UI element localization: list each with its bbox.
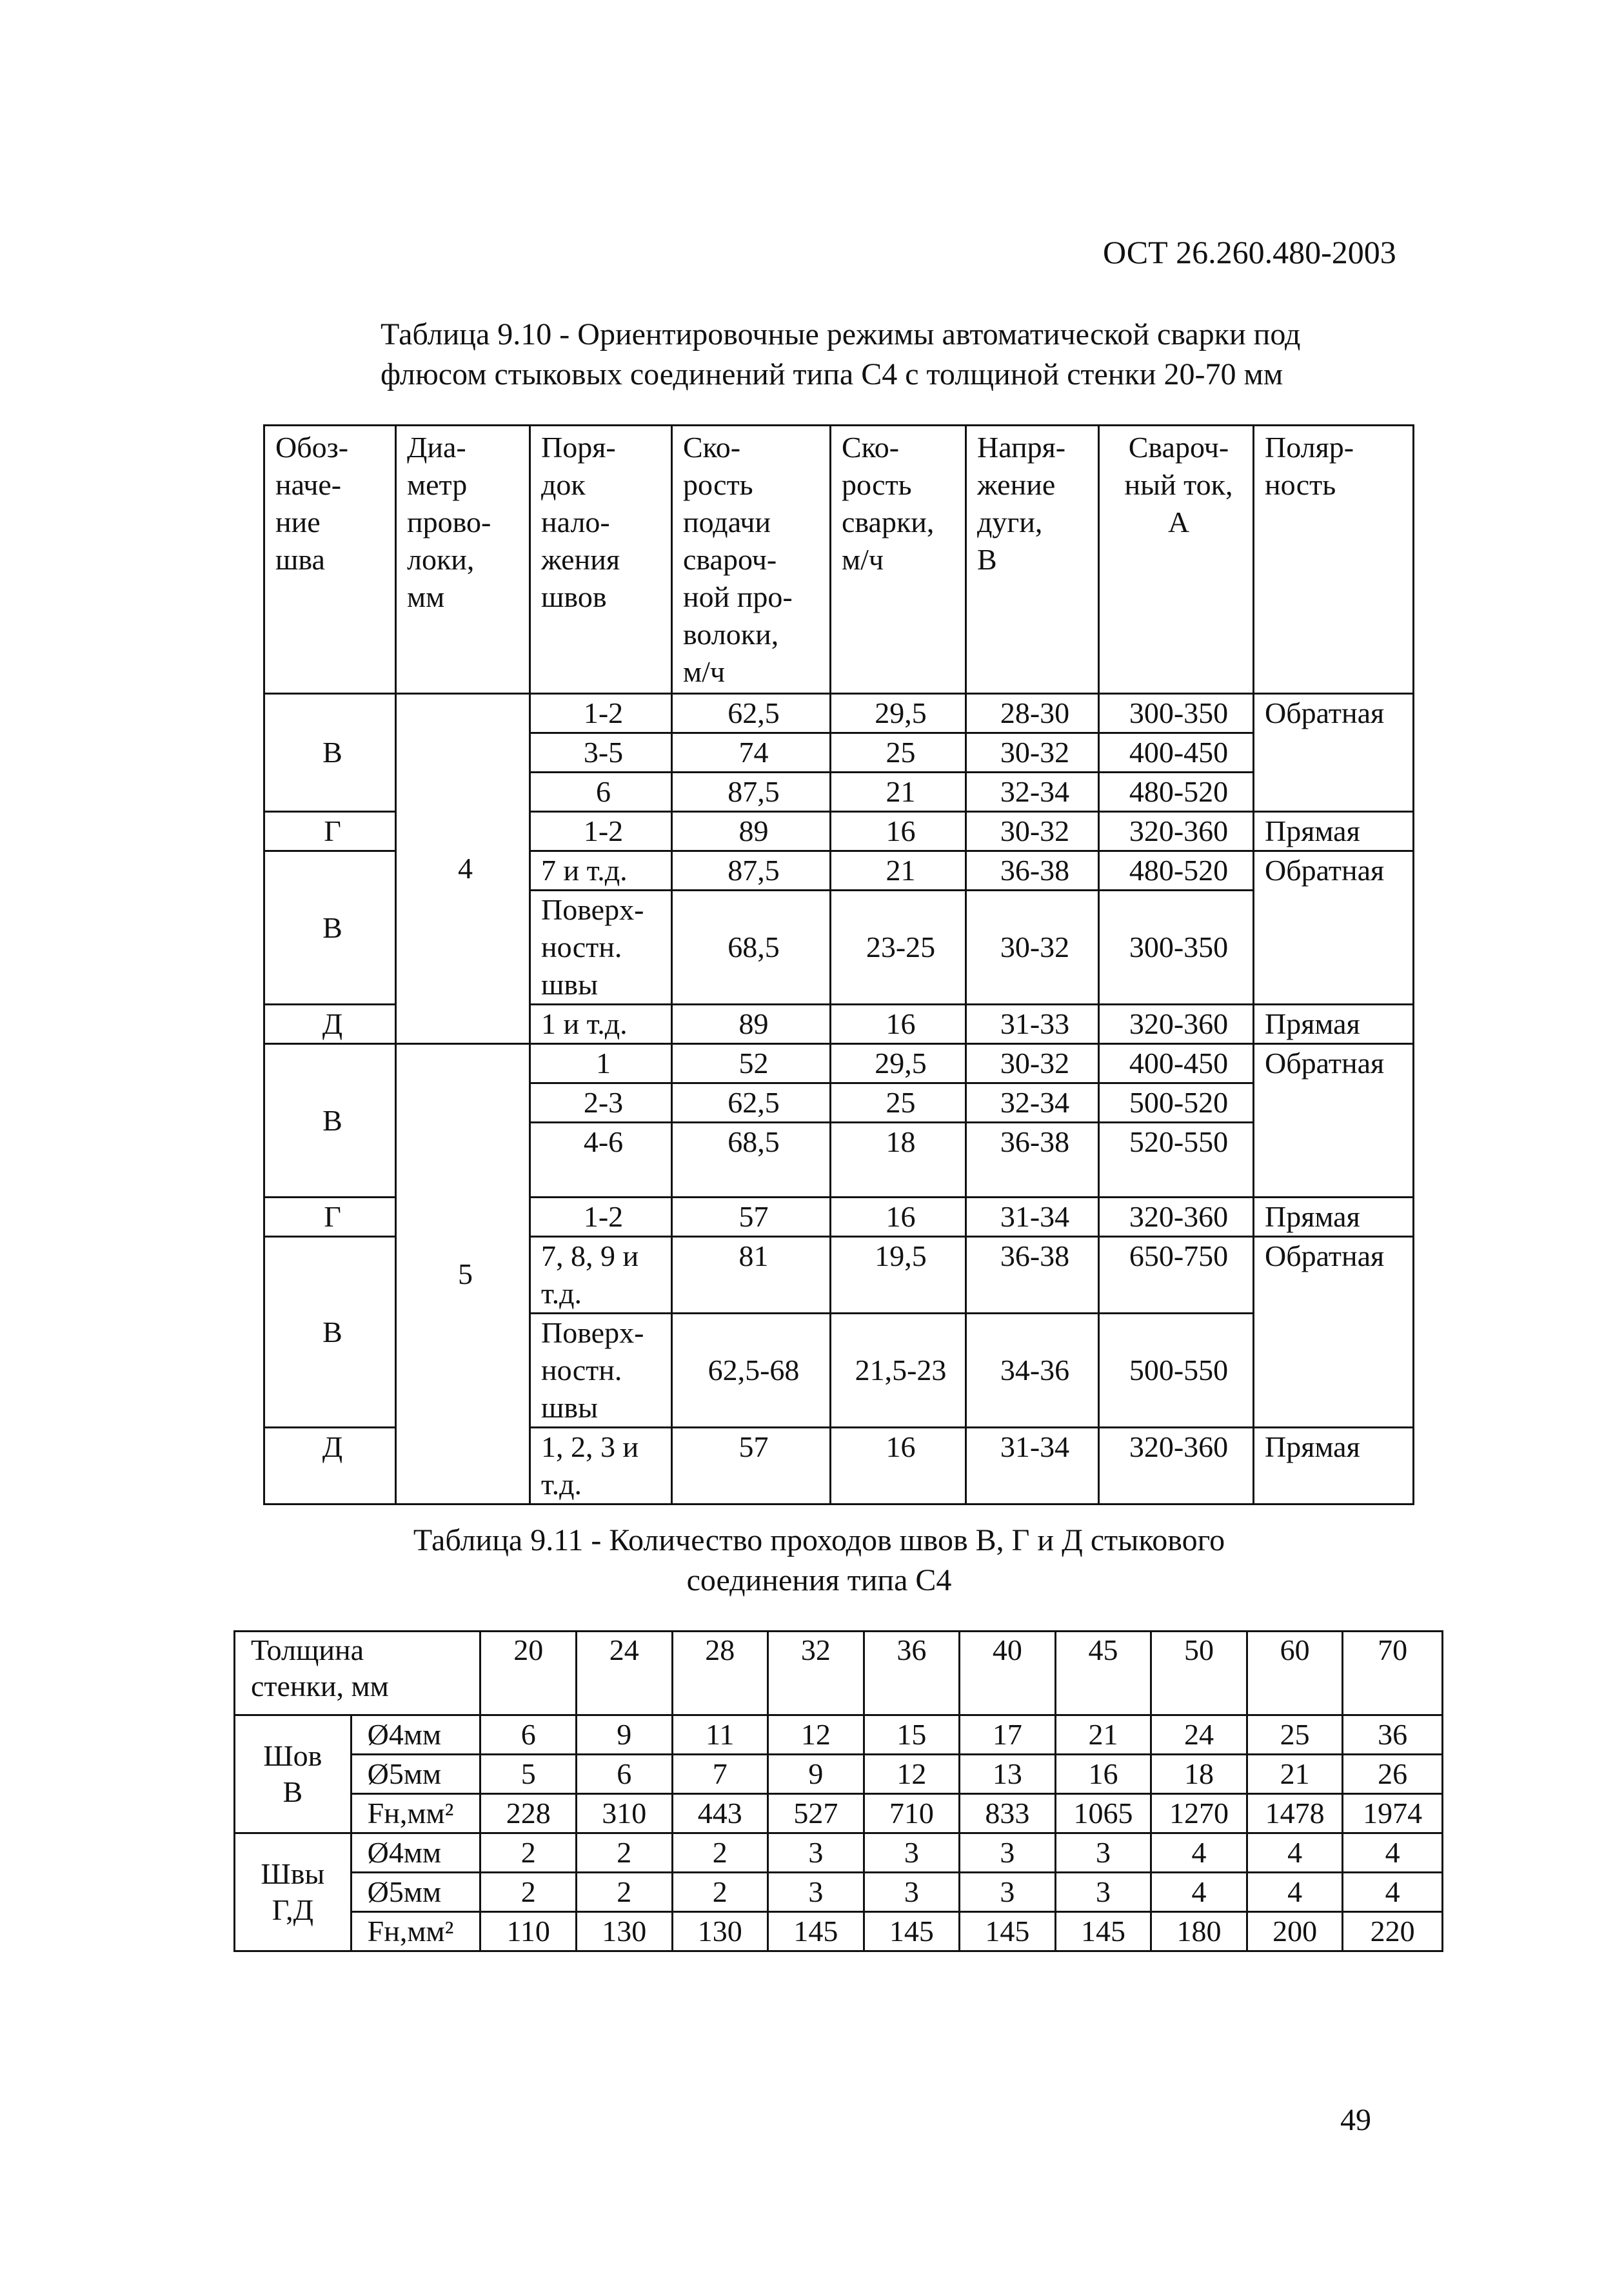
page-number: 49 <box>1340 2103 1371 2137</box>
value-cell: 3 <box>960 1873 1056 1912</box>
feed-cell: 57 <box>672 1198 831 1237</box>
voltage-cell: 31-33 <box>966 1005 1099 1044</box>
group-label-gd: Швы Г,Д <box>235 1833 352 1951</box>
polarity-cell: Обратная <box>1254 851 1414 1005</box>
value-cell: 7 <box>672 1755 768 1794</box>
designation-cell: В <box>264 1237 396 1428</box>
voltage-cell: 28-30 <box>966 694 1099 733</box>
feed-cell: 89 <box>672 1005 831 1044</box>
current-cell: 520-550 <box>1099 1123 1254 1198</box>
value-cell: 12 <box>864 1755 960 1794</box>
current-cell: 320-360 <box>1099 812 1254 851</box>
value-cell: 1478 <box>1247 1794 1343 1833</box>
feed-cell: 81 <box>672 1237 831 1314</box>
row-label: Ø5мм <box>351 1873 480 1912</box>
value-cell: 4 <box>1343 1873 1443 1912</box>
voltage-cell: 36-38 <box>966 851 1099 891</box>
thickness-cell: 70 <box>1343 1632 1443 1715</box>
diameter-cell: 5 <box>396 1044 530 1505</box>
value-cell: 4 <box>1151 1873 1247 1912</box>
current-cell: 300-350 <box>1099 891 1254 1005</box>
feed-cell: 62,5 <box>672 694 831 733</box>
thickness-cell: 50 <box>1151 1632 1247 1715</box>
value-cell: 17 <box>960 1715 1056 1755</box>
value-cell: 527 <box>768 1794 864 1833</box>
order-cell: 1-2 <box>530 812 672 851</box>
speed-cell: 18 <box>831 1123 966 1198</box>
header-weld-speed: Ско- рость сварки, м/ч <box>831 426 966 694</box>
value-cell: 3 <box>1055 1873 1151 1912</box>
voltage-cell: 32-34 <box>966 1083 1099 1123</box>
polarity-cell: Обратная <box>1254 694 1414 812</box>
value-cell: 12 <box>768 1715 864 1755</box>
thickness-cell: 45 <box>1055 1632 1151 1715</box>
order-cell: 2-3 <box>530 1083 672 1123</box>
speed-cell: 23-25 <box>831 891 966 1005</box>
current-cell: 300-350 <box>1099 694 1254 733</box>
table2-header-row <box>235 1632 1443 1715</box>
designation-cell: Д <box>264 1005 396 1044</box>
value-cell: 4 <box>1151 1833 1247 1873</box>
feed-cell: 87,5 <box>672 773 831 812</box>
value-cell: 2 <box>672 1833 768 1873</box>
designation-cell: В <box>264 694 396 812</box>
current-cell: 400-450 <box>1099 1044 1254 1083</box>
order-cell: Поверх- ностн. швы <box>530 1314 672 1428</box>
current-cell: 320-360 <box>1099 1005 1254 1044</box>
order-cell: 1, 2, 3 и т.д. <box>530 1428 672 1505</box>
order-cell: 1-2 <box>530 1198 672 1237</box>
welding-modes-table <box>263 424 1414 1505</box>
order-cell: 7 и т.д. <box>530 851 672 891</box>
value-cell: 145 <box>1055 1912 1151 1951</box>
value-cell: 9 <box>576 1715 672 1755</box>
table-row <box>264 694 1414 733</box>
value-cell: 18 <box>1151 1755 1247 1794</box>
table-row <box>235 1873 1443 1912</box>
feed-cell: 68,5 <box>672 1123 831 1198</box>
value-cell: 145 <box>960 1912 1056 1951</box>
voltage-cell: 32-34 <box>966 773 1099 812</box>
value-cell: 3 <box>960 1833 1056 1873</box>
value-cell: 1065 <box>1055 1794 1151 1833</box>
table1-caption-line1: Таблица 9.10 - Ориентировочные режимы автоматической сварки под <box>381 317 1301 351</box>
value-cell: 6 <box>576 1755 672 1794</box>
value-cell: 1974 <box>1343 1794 1443 1833</box>
feed-cell: 62,5-68 <box>672 1314 831 1428</box>
table2-caption-line2: соединения типа С4 <box>686 1563 952 1597</box>
table2-body <box>235 1715 1443 1951</box>
designation-cell: Г <box>264 1198 396 1237</box>
designation-cell: В <box>264 1044 396 1198</box>
document-code: ОСТ 26.260.480-2003 <box>1103 234 1396 270</box>
feed-cell: 52 <box>672 1044 831 1083</box>
value-cell: 3 <box>768 1873 864 1912</box>
order-cell: 1-2 <box>530 694 672 733</box>
designation-cell: В <box>264 851 396 1005</box>
order-cell: 1 и т.д. <box>530 1005 672 1044</box>
speed-cell: 16 <box>831 1198 966 1237</box>
polarity-cell: Обратная <box>1254 1044 1414 1198</box>
voltage-cell: 34-36 <box>966 1314 1099 1428</box>
speed-cell: 19,5 <box>831 1237 966 1314</box>
value-cell: 36 <box>1343 1715 1443 1755</box>
polarity-cell: Прямая <box>1254 1005 1414 1044</box>
speed-cell: 21,5-23 <box>831 1314 966 1428</box>
value-cell: 130 <box>672 1912 768 1951</box>
table1-caption-line2: флюсом стыковых соединений типа С4 с толщиной стенки 20-70 мм <box>381 357 1283 391</box>
speed-cell: 16 <box>831 1428 966 1505</box>
thickness-cell: 32 <box>768 1632 864 1715</box>
value-cell: 3 <box>864 1873 960 1912</box>
feed-cell: 74 <box>672 733 831 773</box>
value-cell: 200 <box>1247 1912 1343 1951</box>
feed-cell: 57 <box>672 1428 831 1505</box>
current-cell: 480-520 <box>1099 773 1254 812</box>
value-cell: 21 <box>1055 1715 1151 1755</box>
voltage-cell: 36-38 <box>966 1123 1099 1198</box>
current-cell: 650-750 <box>1099 1237 1254 1314</box>
voltage-cell: 31-34 <box>966 1198 1099 1237</box>
value-cell: 180 <box>1151 1912 1247 1951</box>
value-cell: 21 <box>1247 1755 1343 1794</box>
thickness-label: Толщина стенки, мм <box>235 1632 480 1715</box>
voltage-cell: 31-34 <box>966 1428 1099 1505</box>
value-cell: 6 <box>480 1715 577 1755</box>
value-cell: 228 <box>480 1794 577 1833</box>
value-cell: 2 <box>480 1873 577 1912</box>
designation-cell: Г <box>264 812 396 851</box>
speed-cell: 21 <box>831 773 966 812</box>
header-diameter: Диа- метр прово- локи, мм <box>396 426 530 694</box>
value-cell: 4 <box>1343 1833 1443 1873</box>
value-cell: 4 <box>1247 1873 1343 1912</box>
table-row <box>235 1833 1443 1873</box>
header-feed-speed: Ско- рость подачи свароч- ной про- волоки, м/ч <box>672 426 831 694</box>
value-cell: 1270 <box>1151 1794 1247 1833</box>
header-polarity: Поляр- ность <box>1254 426 1414 694</box>
current-cell: 320-360 <box>1099 1198 1254 1237</box>
voltage-cell: 30-32 <box>966 891 1099 1005</box>
value-cell: 2 <box>576 1873 672 1912</box>
designation-cell: Д <box>264 1428 396 1505</box>
current-cell: 500-550 <box>1099 1314 1254 1428</box>
current-cell: 480-520 <box>1099 851 1254 891</box>
current-cell: 500-520 <box>1099 1083 1254 1123</box>
value-cell: 145 <box>768 1912 864 1951</box>
feed-cell: 62,5 <box>672 1083 831 1123</box>
value-cell: 130 <box>576 1912 672 1951</box>
polarity-cell: Прямая <box>1254 812 1414 851</box>
speed-cell: 21 <box>831 851 966 891</box>
voltage-cell: 30-32 <box>966 733 1099 773</box>
table-row <box>235 1755 1443 1794</box>
value-cell: 443 <box>672 1794 768 1833</box>
table-row <box>264 1044 1414 1083</box>
value-cell: 16 <box>1055 1755 1151 1794</box>
value-cell: 310 <box>576 1794 672 1833</box>
row-label: Ø4мм <box>351 1833 480 1873</box>
value-cell: 833 <box>960 1794 1056 1833</box>
voltage-cell: 30-32 <box>966 812 1099 851</box>
value-cell: 220 <box>1343 1912 1443 1951</box>
value-cell: 25 <box>1247 1715 1343 1755</box>
thickness-cell: 20 <box>480 1632 577 1715</box>
header-order: Поря- док нало- жения швов <box>530 426 672 694</box>
speed-cell: 25 <box>831 733 966 773</box>
order-cell: 4-6 <box>530 1123 672 1198</box>
thickness-cell: 36 <box>864 1632 960 1715</box>
row-label: Ø4мм <box>351 1715 480 1755</box>
value-cell: 26 <box>1343 1755 1443 1794</box>
table2-caption-line1: Таблица 9.11 - Количество проходов швов В, Г и Д стыкового <box>413 1523 1225 1557</box>
order-cell: 7, 8, 9 и т.д. <box>530 1237 672 1314</box>
thickness-cell: 24 <box>576 1632 672 1715</box>
diameter-cell: 4 <box>396 694 530 1044</box>
speed-cell: 29,5 <box>831 1044 966 1083</box>
value-cell: 15 <box>864 1715 960 1755</box>
table-row <box>235 1912 1443 1951</box>
order-cell: 3-5 <box>530 733 672 773</box>
speed-cell: 25 <box>831 1083 966 1123</box>
header-designation: Обоз- наче- ние шва <box>264 426 396 694</box>
value-cell: 2 <box>480 1833 577 1873</box>
row-label: Fн,мм² <box>351 1912 480 1951</box>
table2-caption <box>368 1521 1271 1601</box>
feed-cell: 89 <box>672 812 831 851</box>
table1-header-row <box>264 426 1414 694</box>
feed-cell: 87,5 <box>672 851 831 891</box>
value-cell: 710 <box>864 1794 960 1833</box>
speed-cell: 16 <box>831 1005 966 1044</box>
polarity-cell: Обратная <box>1254 1237 1414 1428</box>
polarity-cell: Прямая <box>1254 1198 1414 1237</box>
current-cell: 320-360 <box>1099 1428 1254 1505</box>
thickness-cell: 28 <box>672 1632 768 1715</box>
header-voltage: Напря- жение дуги, В <box>966 426 1099 694</box>
passes-count-table <box>233 1630 1443 1952</box>
table1-caption <box>381 315 1374 395</box>
current-cell: 400-450 <box>1099 733 1254 773</box>
value-cell: 24 <box>1151 1715 1247 1755</box>
feed-cell: 68,5 <box>672 891 831 1005</box>
speed-cell: 29,5 <box>831 694 966 733</box>
speed-cell: 16 <box>831 812 966 851</box>
order-cell: 1 <box>530 1044 672 1083</box>
order-cell: Поверх- ностн. швы <box>530 891 672 1005</box>
value-cell: 3 <box>864 1833 960 1873</box>
voltage-cell: 30-32 <box>966 1044 1099 1083</box>
value-cell: 9 <box>768 1755 864 1794</box>
table-row <box>235 1715 1443 1755</box>
value-cell: 3 <box>768 1833 864 1873</box>
value-cell: 11 <box>672 1715 768 1755</box>
value-cell: 110 <box>480 1912 577 1951</box>
group-label-b: Шов В <box>235 1715 352 1833</box>
value-cell: 4 <box>1247 1833 1343 1873</box>
row-label: Ø5мм <box>351 1755 480 1794</box>
thickness-cell: 60 <box>1247 1632 1343 1715</box>
header-current: Свароч- ный ток, А <box>1099 426 1254 694</box>
value-cell: 13 <box>960 1755 1056 1794</box>
value-cell: 145 <box>864 1912 960 1951</box>
value-cell: 3 <box>1055 1833 1151 1873</box>
table-row <box>235 1794 1443 1833</box>
value-cell: 2 <box>576 1833 672 1873</box>
order-cell: 6 <box>530 773 672 812</box>
thickness-cell: 40 <box>960 1632 1056 1715</box>
voltage-cell: 36-38 <box>966 1237 1099 1314</box>
polarity-cell: Прямая <box>1254 1428 1414 1505</box>
value-cell: 2 <box>672 1873 768 1912</box>
value-cell: 5 <box>480 1755 577 1794</box>
row-label: Fн,мм² <box>351 1794 480 1833</box>
